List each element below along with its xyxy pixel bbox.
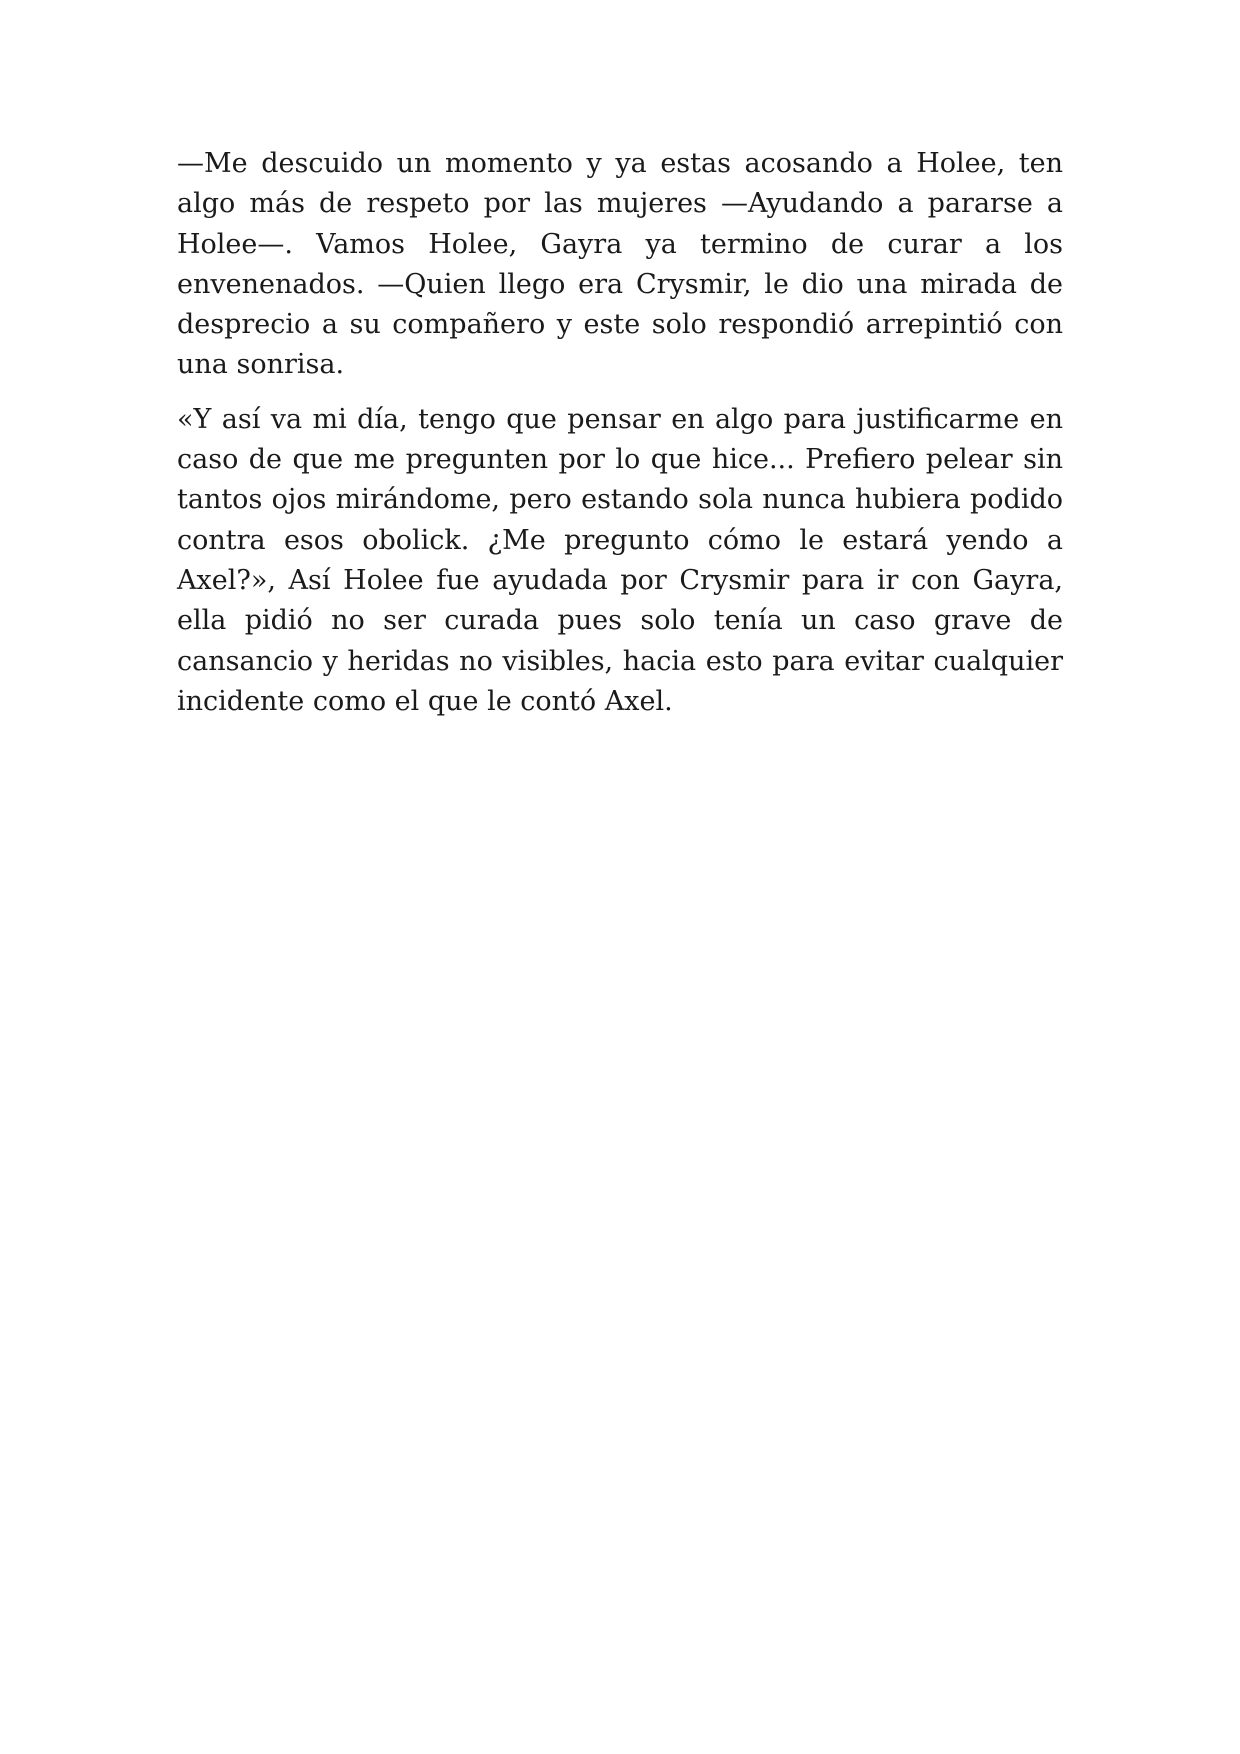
paragraph: —Me descuido un momento y ya estas acosando a Holee, ten algo más de respeto por las mujeres —Ayudando a pararse a Holee—. Vamos Holee, Gayra ya termino de curar a los envenenados. —Quien llego era Crysmir, le dio una mirada de desprecio a su compañero y este solo respondió arrepintió con una sonrisa. xyxy=(177,148,1063,381)
document-page xyxy=(177,144,1063,736)
paragraph: «Y así va mi día, tengo que pensar en algo para justificarme en caso de que me pregunten por lo que hice... Prefiero pelear sin tantos ojos mirándome, pero estando sola nunca hubiera podido contra esos obolick. ¿Me pregunto cómo le estará yendo a Axel?», Así Holee fue ayudada por Crysmir para ir con Gayra, ella pidió no ser curada pues solo tenía un caso grave de cansancio y heridas no visibles, hacia esto para evitar cualquier incidente como el que le contó Axel. xyxy=(177,403,1063,717)
